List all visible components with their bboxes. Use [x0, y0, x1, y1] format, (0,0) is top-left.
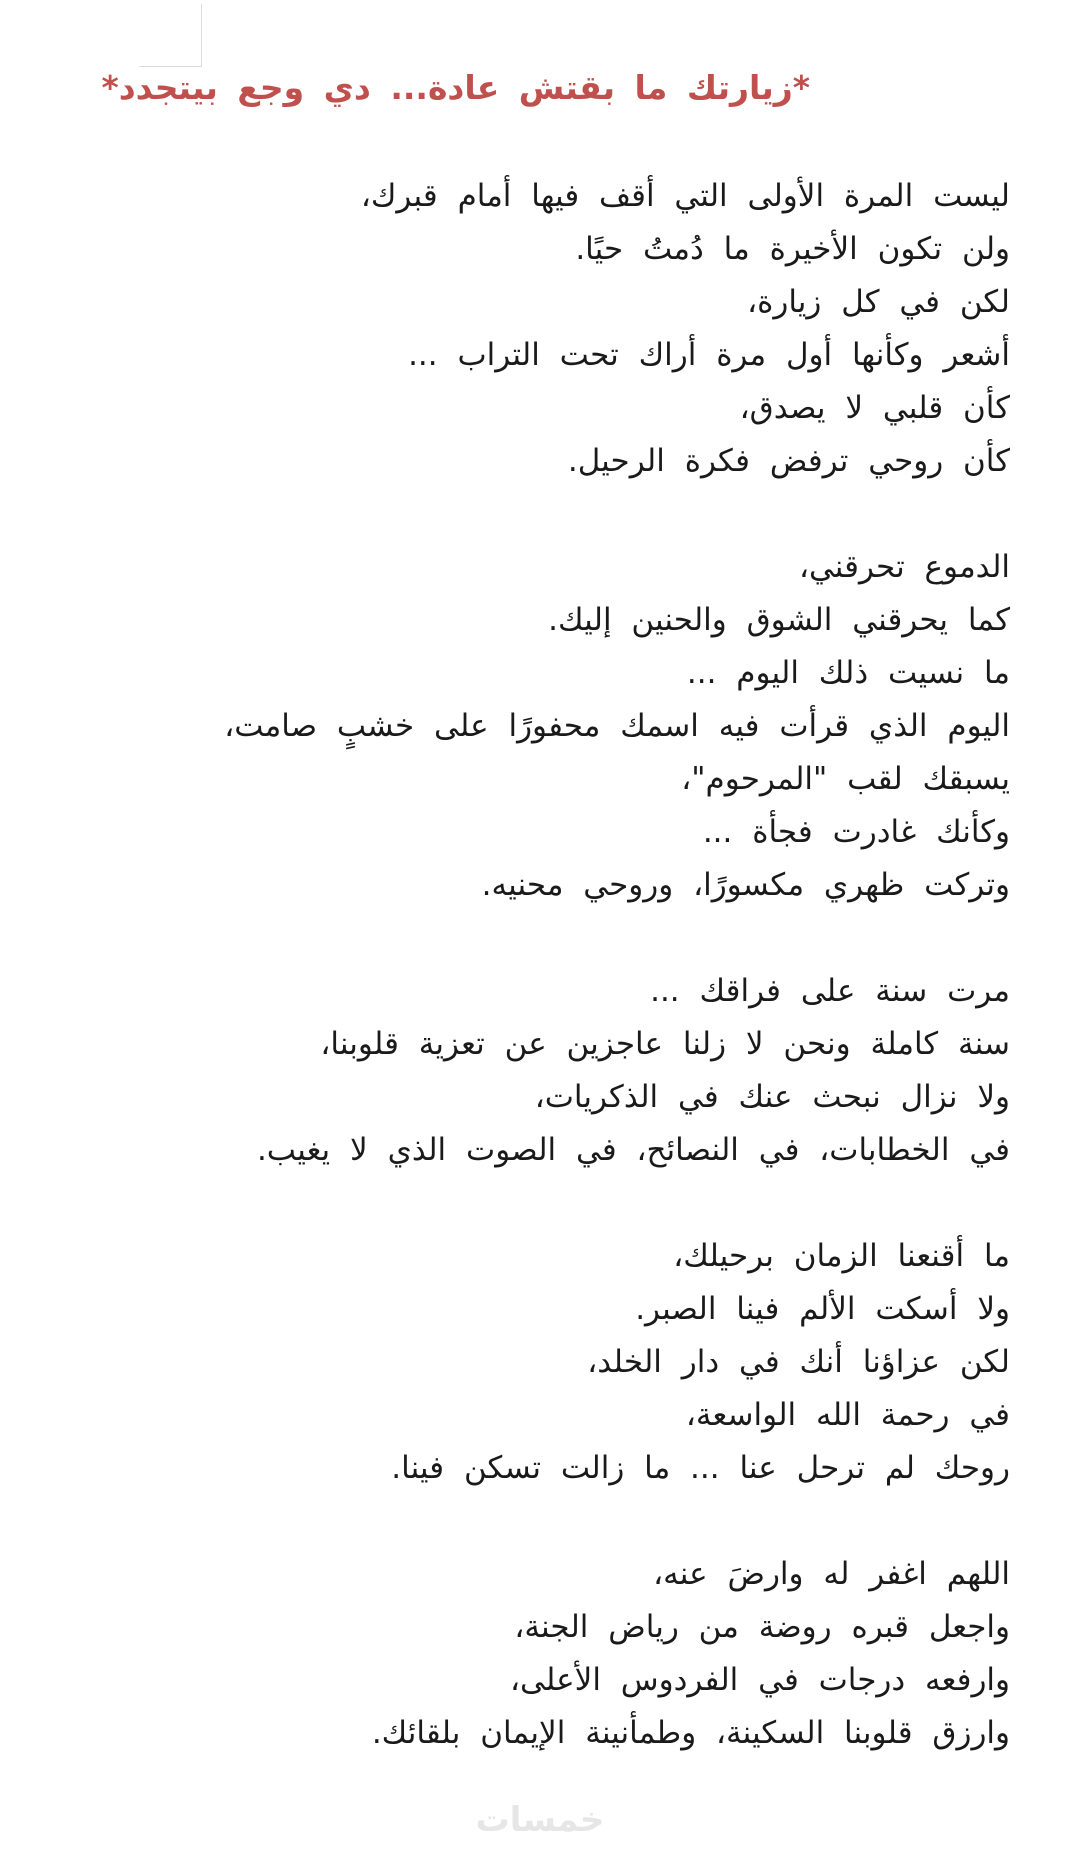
poem-line: روحك لم ترحل عنا ... ما زالت تسكن فينا.: [391, 1450, 1010, 1486]
stanza-3: [190, 965, 1010, 1177]
stanza-4: [190, 1230, 1010, 1495]
poem-line: وتركت ظهري مكسورًا، وروحي محنيه.: [481, 867, 1010, 903]
stanza-5: [190, 1548, 1010, 1760]
poem-line: أشعر وكأنها أول مرة أراك تحت التراب ...: [408, 337, 1010, 373]
poem-body: [190, 170, 1010, 1813]
poem-line: اللهم اغفر له وارضَ عنه،: [653, 1556, 1010, 1592]
poem-line: ولن تكون الأخيرة ما دُمتُ حيًا.: [575, 231, 1010, 267]
poem-line: كأن قلبي لا يصدق،: [739, 390, 1010, 426]
stanza-1: [190, 170, 1010, 488]
poem-line: كأن روحي ترفض فكرة الرحيل.: [567, 443, 1010, 479]
watermark-logo: خمسات: [475, 1800, 605, 1840]
poem-line: وارزق قلوبنا السكينة، وطمأنينة الإيمان بلقائك.: [371, 1715, 1010, 1751]
poem-line: يسبقك لقب "المرحوم"،: [681, 761, 1010, 797]
stanza-2: [190, 541, 1010, 912]
poem-line: في الخطابات، في النصائح، في الصوت الذي لا يغيب.: [256, 1132, 1010, 1168]
poem-line: في رحمة الله الواسعة،: [685, 1397, 1010, 1433]
poem-line: سنة كاملة ونحن لا زلنا عاجزين عن تعزية قلوبنا،: [320, 1026, 1010, 1062]
poem-line: وكأنك غادرت فجأة ...: [702, 814, 1010, 850]
poem-line: مرت سنة على فراقك ...: [650, 973, 1010, 1009]
poem-line: ليست المرة الأولى التي أقف فيها أمام قبرك،: [360, 178, 1010, 214]
poem-line: واجعل قبره روضة من رياض الجنة،: [514, 1609, 1010, 1645]
poem-title: *زيارتك ما بقتش عادة... دي وجع بيتجدد*: [101, 68, 810, 107]
poem-line: اليوم الذي قرأت فيه اسمك محفورًا على خشبٍ صامت،: [224, 708, 1010, 744]
poem-line: ولا أسكت الألم فينا الصبر.: [635, 1291, 1010, 1327]
poem-line: كما يحرقني الشوق والحنين إليك.: [548, 602, 1010, 638]
poem-line: الدموع تحرقني،: [798, 549, 1010, 585]
poem-line: لكن في كل زيارة،: [747, 284, 1010, 320]
poem-line: ما أقنعنا الزمان برحيلك،: [673, 1238, 1010, 1274]
poem-line: وارفعه درجات في الفردوس الأعلى،: [510, 1662, 1010, 1698]
page-corner-mark: [139, 4, 202, 67]
poem-line: لكن عزاؤنا أنك في دار الخلد،: [587, 1344, 1010, 1380]
poem-line: ولا نزال نبحث عنك في الذكريات،: [534, 1079, 1010, 1115]
poem-line: ما نسيت ذلك اليوم ...: [686, 655, 1010, 691]
